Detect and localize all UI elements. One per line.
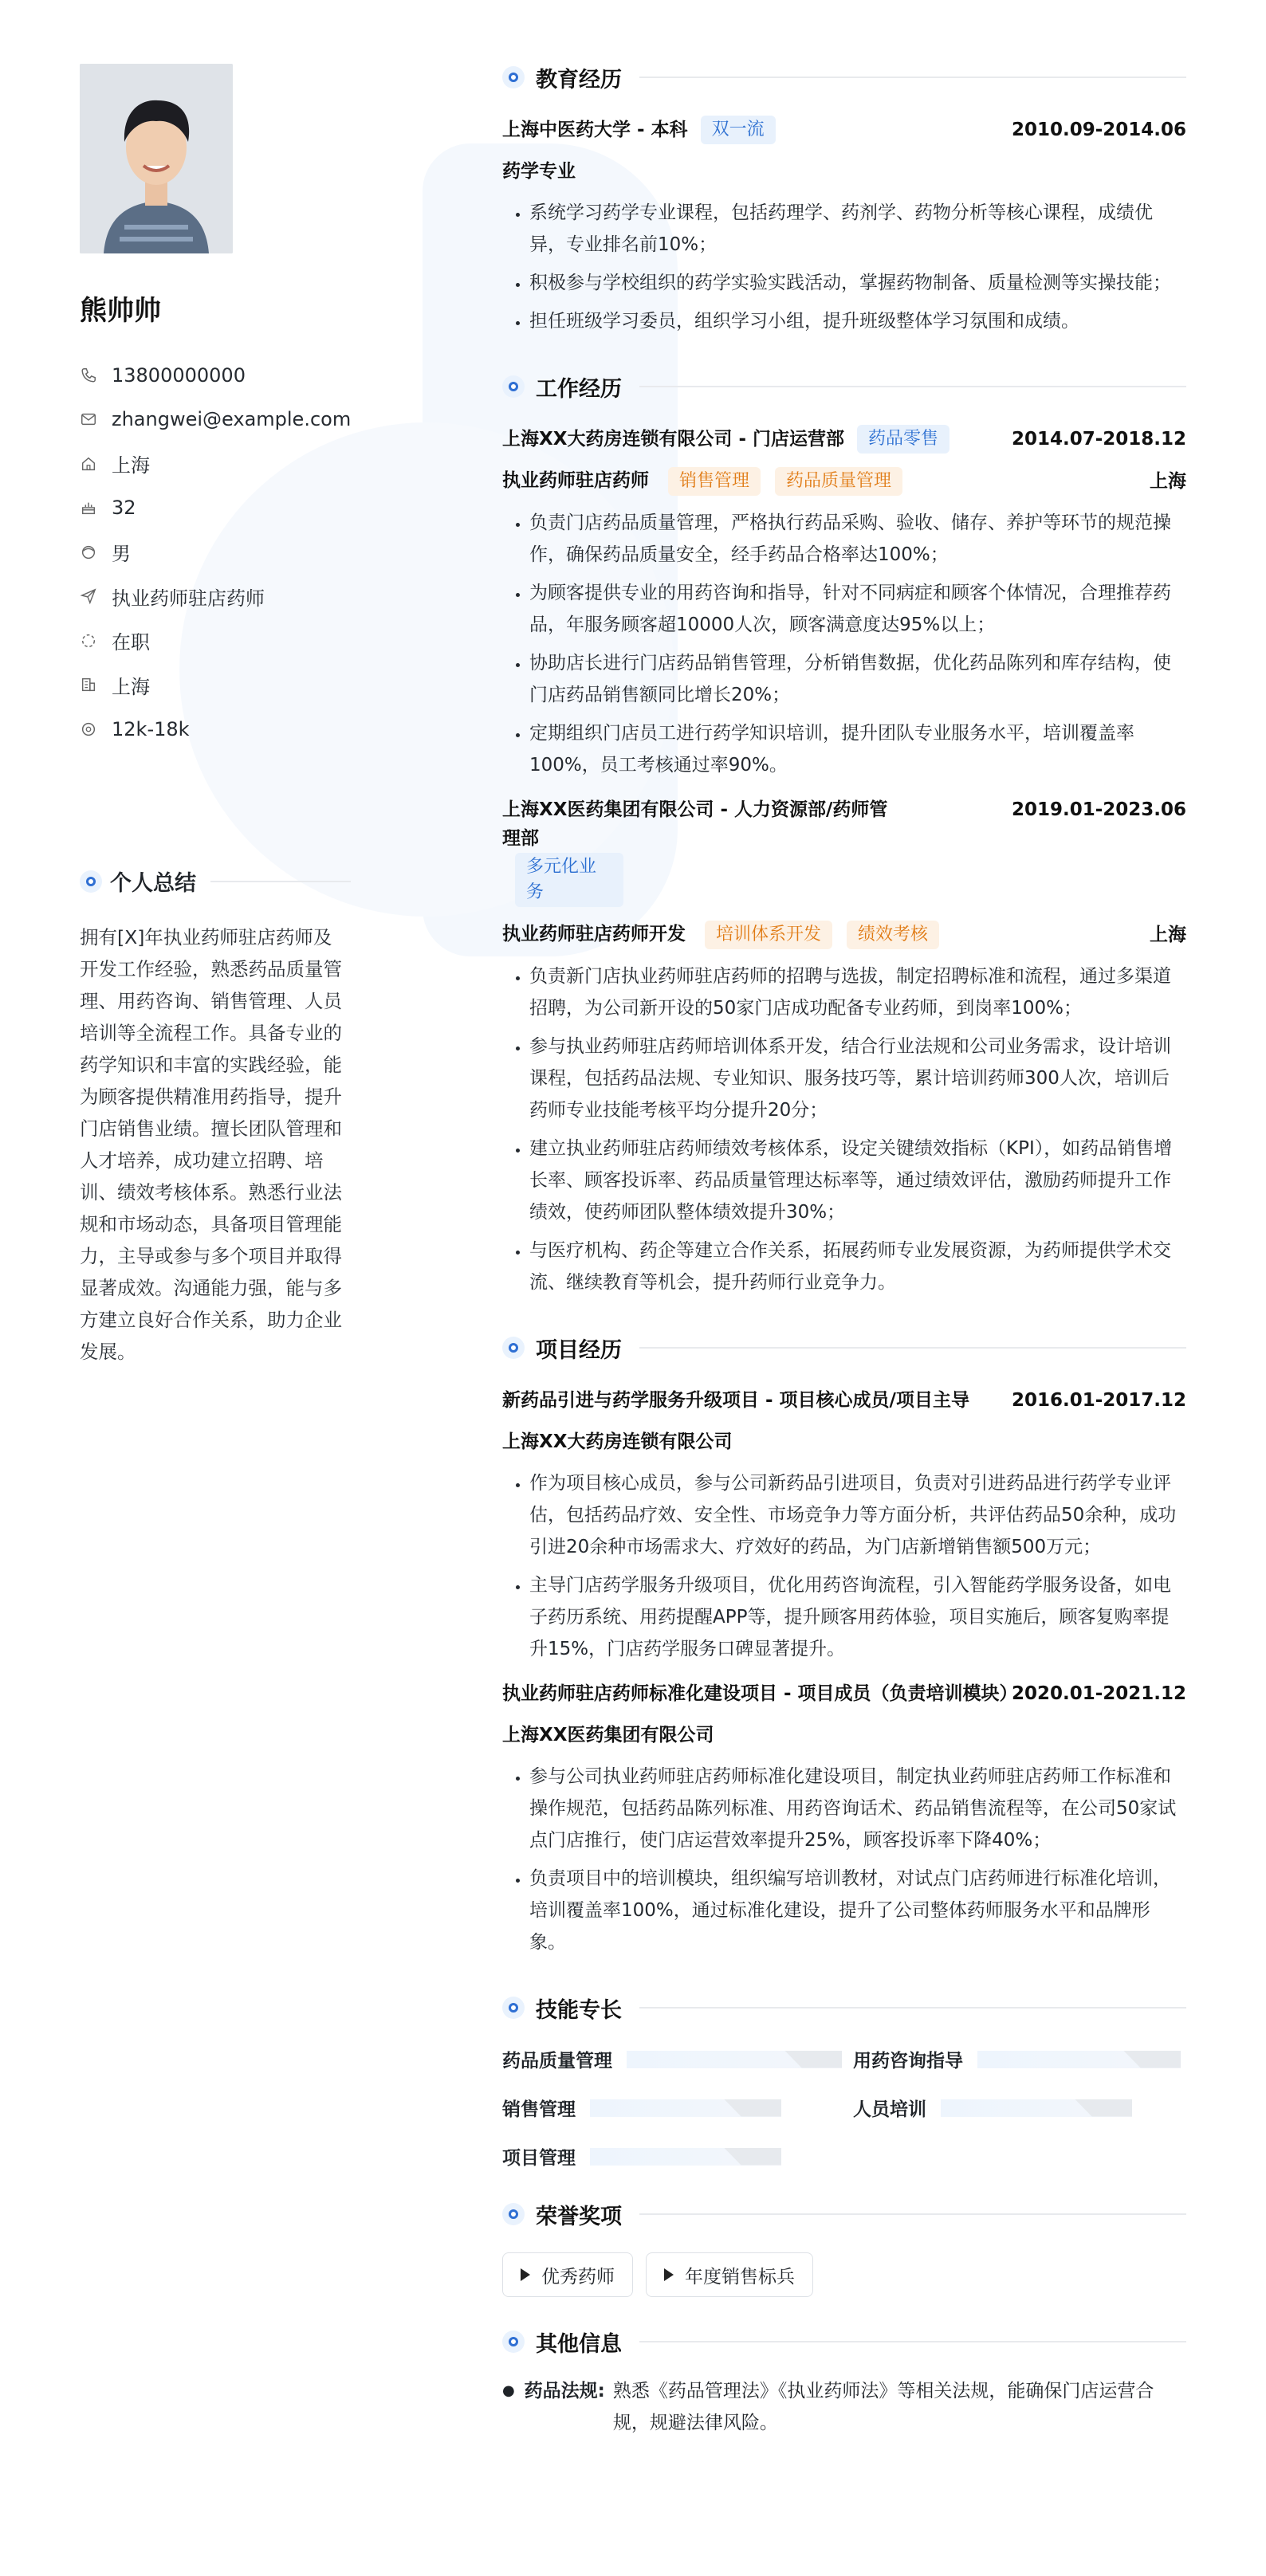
divider <box>639 1347 1186 1349</box>
job-role: 执业药师驻店药师开发 <box>502 924 686 944</box>
skill-item <box>502 2143 853 2170</box>
award-chip <box>502 2252 633 2297</box>
skill-tag: 药品质量管理 <box>775 467 902 496</box>
list-item: • 积极参与学校组织的药学实验实践活动，掌握药物制备、质量检测等实操技能； <box>529 267 1186 299</box>
project-entry <box>502 1679 1186 1958</box>
section-dot-icon <box>502 375 525 398</box>
phone-icon <box>80 367 97 384</box>
other-title: 其他信息 <box>536 2331 622 2357</box>
project-entry <box>502 1386 1186 1665</box>
other-label: 药品法规: <box>524 2381 605 2401</box>
awards-section-header <box>502 2197 1186 2232</box>
list-item: • 负责项目中的培训模块，组织编写培训教材，对试点门店药师进行标准化培训，培训覆盖率100%，通过标准化建设，提升了公司整体药师服务水平和品牌形象。 <box>529 1863 1186 1958</box>
phone-value: 13800000000 <box>112 363 246 387</box>
award-label: 年度销售标兵 <box>685 2266 795 2287</box>
section-dot-icon <box>502 2203 525 2225</box>
project-bullets <box>502 1467 1186 1665</box>
contact-position <box>80 575 343 619</box>
projects-title: 项目经历 <box>536 1337 622 1363</box>
email-value: zhangwei@example.com <box>112 408 352 431</box>
send-icon <box>80 587 97 605</box>
industry-tag: 药品零售 <box>857 425 950 454</box>
contact-age <box>80 486 343 531</box>
list-item: • 为顾客提供专业的用药咨询和指导，针对不同病症和顾客个体情况，合理推荐药品，年服务顾客超10000人次，顾客满意度达95%以上； <box>529 577 1186 641</box>
contact-location <box>80 442 343 486</box>
building-icon <box>80 676 97 693</box>
skill-name: 人员培训 <box>853 2099 926 2120</box>
work-entry <box>502 795 1186 1298</box>
contact-salary <box>80 707 343 752</box>
project-name: 执业药师驻店药师标准化建设项目 - 项目成员（负责培训模块） <box>502 1683 1018 1704</box>
skill-level-bar <box>627 2051 842 2068</box>
education-bullets <box>502 197 1186 337</box>
status-icon <box>80 632 97 650</box>
contact-work-city <box>80 663 343 708</box>
list-item: • 担任班级学习委员，组织学习小组，提升班级整体学习氛围和成绩。 <box>529 305 1186 337</box>
skill-name: 项目管理 <box>502 2148 576 2169</box>
job-city: 上海 <box>1150 924 1186 945</box>
job-role: 执业药师驻店药师 <box>502 470 649 491</box>
skill-item <box>502 2095 853 2121</box>
list-item: • 负责新门店执业药师驻店药师的招聘与选拔，制定招聘标准和流程，通过多渠道招聘，为公司新开设的50家门店成功配备专业药师，到岗率100%； <box>529 960 1186 1024</box>
section-dot-icon <box>502 1337 525 1359</box>
project-date: 2020.01-2021.12 <box>1011 1683 1186 1704</box>
skill-level-bar <box>590 2148 781 2166</box>
skill-name: 药品质量管理 <box>502 2051 612 2071</box>
company-name: 上海XX大药房连锁有限公司 - 门店运营部 <box>502 429 845 450</box>
skills-title: 技能专长 <box>536 1997 622 2023</box>
list-item: • 参与公司执业药师驻店药师标准化建设项目，制定执业药师驻店药师工作标准和操作规范，包括药品陈列标准、用药咨询话术、药品销售流程等，在公司50家试点门店推行，使门店运营效率提升25%，顾客投诉率下降40%； <box>529 1761 1186 1856</box>
school-tag: 双一流 <box>701 116 776 144</box>
school-name: 上海中医药大学 - 本科 <box>502 120 688 140</box>
projects-section-header <box>502 1330 1186 1365</box>
skill-level-bar <box>590 2099 781 2117</box>
list-item: • 主导门店药学服务升级项目，优化用药咨询流程，引入智能药学服务设备，如电子药历系统、用药提醒APP等，提升顾客用药体验，项目实施后，顾客复购率提升15%，门店药学服务口碑显著提升。 <box>529 1569 1186 1665</box>
list-item: • 负责门店药品质量管理，严格执行药品采购、验收、储存、养护等环节的规范操作，确保药品质量安全，经手药品合格率达100%； <box>529 507 1186 571</box>
skill-name: 用药咨询指导 <box>853 2051 963 2071</box>
section-dot-icon <box>502 66 525 88</box>
work-bullets <box>502 960 1186 1298</box>
position-value: 执业药师驻店药师 <box>112 587 265 610</box>
mail-icon <box>80 410 97 428</box>
education-entry <box>502 116 1186 337</box>
cake-icon <box>80 499 97 516</box>
bullet-icon: ● <box>502 2382 515 2399</box>
summary-text: 拥有[X]年执业药师驻店药师及开发工作经验，熟悉药品质量管理、用药咨询、销售管理、人员培训等全流程工作。具备专业的药学知识和丰富的实践经验，能为顾客提供精准用药指导，提升门店销售业绩。擅长团队管理和人才培养，成功建立招聘、培训、绩效考核体系。熟悉行业法规和市场动态，具备项目管理能力，主导或参与多个项目并取得显著成效。沟通能力强，能与多方建立良好合作关系，助力企业发展。 <box>80 926 342 1363</box>
skills-section-header <box>502 1990 1186 2025</box>
work-title: 工作经历 <box>536 376 622 402</box>
list-item: • 建立执业药师驻店药师绩效考核体系，设定关键绩效指标（KPI），如药品销售增长率、顾客投诉率、药品质量管理达标率等，通过绩效评估，激励药师提升工作绩效，使药师团队整体绩效提升30%； <box>529 1133 1186 1228</box>
other-section-header <box>502 2324 1186 2359</box>
age-value: 32 <box>112 497 136 520</box>
awards-list <box>502 2252 1186 2297</box>
project-org: 上海XX医药集团有限公司 <box>502 1725 714 1745</box>
awards-title: 荣誉奖项 <box>536 2204 622 2229</box>
education-title: 教育经历 <box>536 67 622 92</box>
list-item: • 参与执业药师驻店药师培训体系开发，结合行业法规和公司业务需求，设计培训课程，包括药品法规、专业知识、服务技巧等，累计培训药师300人次，培训后药师专业技能考核平均分提升20分； <box>529 1031 1186 1126</box>
award-label: 优秀药师 <box>541 2266 615 2287</box>
salary-value: 12k-18k <box>112 717 190 740</box>
job-city: 上海 <box>1150 470 1186 492</box>
education-date: 2010.09-2014.06 <box>1011 120 1186 140</box>
list-item: • 协助店长进行门店药品销售管理，分析销售数据，优化药品陈列和库存结构，使门店药品销售额同比增长20%； <box>529 647 1186 711</box>
list-item: • 定期组织门店员工进行药学知识培训，提升团队专业服务水平，培训覆盖率100%，员工考核通过率90%。 <box>529 717 1186 781</box>
contact-phone <box>80 353 343 398</box>
divider <box>639 2007 1186 2009</box>
major: 药学专业 <box>502 161 576 182</box>
skill-level-bar <box>941 2099 1132 2117</box>
education-section-header <box>502 60 1186 95</box>
salary-icon <box>80 721 97 738</box>
home-icon <box>80 455 97 473</box>
play-icon <box>521 2268 530 2281</box>
award-chip <box>646 2252 813 2297</box>
work-entry <box>502 425 1186 781</box>
contact-status <box>80 618 343 663</box>
skills-grid <box>502 2046 1186 2170</box>
work-city-value: 上海 <box>112 675 150 698</box>
list-item: • 系统学习药学专业课程，包括药理学、药剂学、药物分析等核心课程，成绩优异，专业排名前10%； <box>529 197 1186 261</box>
skill-name: 销售管理 <box>502 2099 576 2120</box>
skill-tag: 销售管理 <box>668 467 761 496</box>
divider <box>210 881 351 882</box>
work-section-header <box>502 369 1186 404</box>
skill-item <box>853 2046 1186 2072</box>
gender-icon <box>80 544 97 561</box>
other-text: 熟悉《药品管理法》《执业药师法》等相关法规，能确保门店运营合规，规避法律风险。 <box>612 2381 1154 2433</box>
divider <box>639 386 1186 387</box>
work-bullets <box>502 507 1186 781</box>
work-date: 2014.07-2018.12 <box>1011 429 1186 450</box>
summary-title: 个人总结 <box>110 871 196 896</box>
industry-tag: 多元化业务 <box>515 853 623 907</box>
project-org: 上海XX大药房连锁有限公司 <box>502 1431 733 1452</box>
list-item: • 作为项目核心成员，参与公司新药品引进项目，负责对引进药品进行药学专业评估，包括药品疗效、安全性、市场竞争力等方面分析，共评估药品50余种，成功引进20余种市场需求大、疗效好的药品，为门店新增销售额500万元； <box>529 1467 1186 1563</box>
status-value: 在职 <box>112 631 150 654</box>
other-item <box>502 2375 1186 2439</box>
skill-level-bar <box>977 2051 1181 2068</box>
project-date: 2016.01-2017.12 <box>1011 1390 1186 1411</box>
play-icon <box>664 2268 674 2281</box>
divider <box>639 77 1186 78</box>
skill-tag: 培训体系开发 <box>705 921 832 949</box>
contact-list <box>80 353 352 752</box>
location-value: 上海 <box>112 454 150 477</box>
contact-gender <box>80 530 343 575</box>
project-bullets <box>502 1761 1186 1958</box>
project-name: 新药品引进与药学服务升级项目 - 项目核心成员/项目主导 <box>502 1390 969 1411</box>
divider <box>639 2213 1186 2215</box>
candidate-name: 熊帅帅 <box>80 295 161 327</box>
contact-email <box>80 398 352 442</box>
section-dot-icon <box>502 2331 525 2353</box>
gender-value: 男 <box>112 543 131 566</box>
work-date: 2019.01-2023.06 <box>1011 799 1186 820</box>
main-content <box>502 60 1186 2439</box>
summary-section-header <box>80 866 351 897</box>
skill-item <box>853 2095 1186 2121</box>
profile-sidebar <box>80 64 352 1363</box>
list-item: • 与医疗机构、药企等建立合作关系，拓展药师专业发展资源，为药师提供学术交流、继续教育等机会，提升药师行业竞争力。 <box>529 1235 1186 1298</box>
skill-item <box>502 2046 853 2072</box>
section-dot-icon <box>502 1997 525 2019</box>
divider <box>639 2341 1186 2342</box>
company-name: 上海XX医药集团有限公司 - 人力资源部/药师管理部 <box>502 799 888 849</box>
avatar <box>80 64 233 253</box>
skill-tag: 绩效考核 <box>847 921 939 949</box>
section-dot-icon <box>80 870 102 893</box>
